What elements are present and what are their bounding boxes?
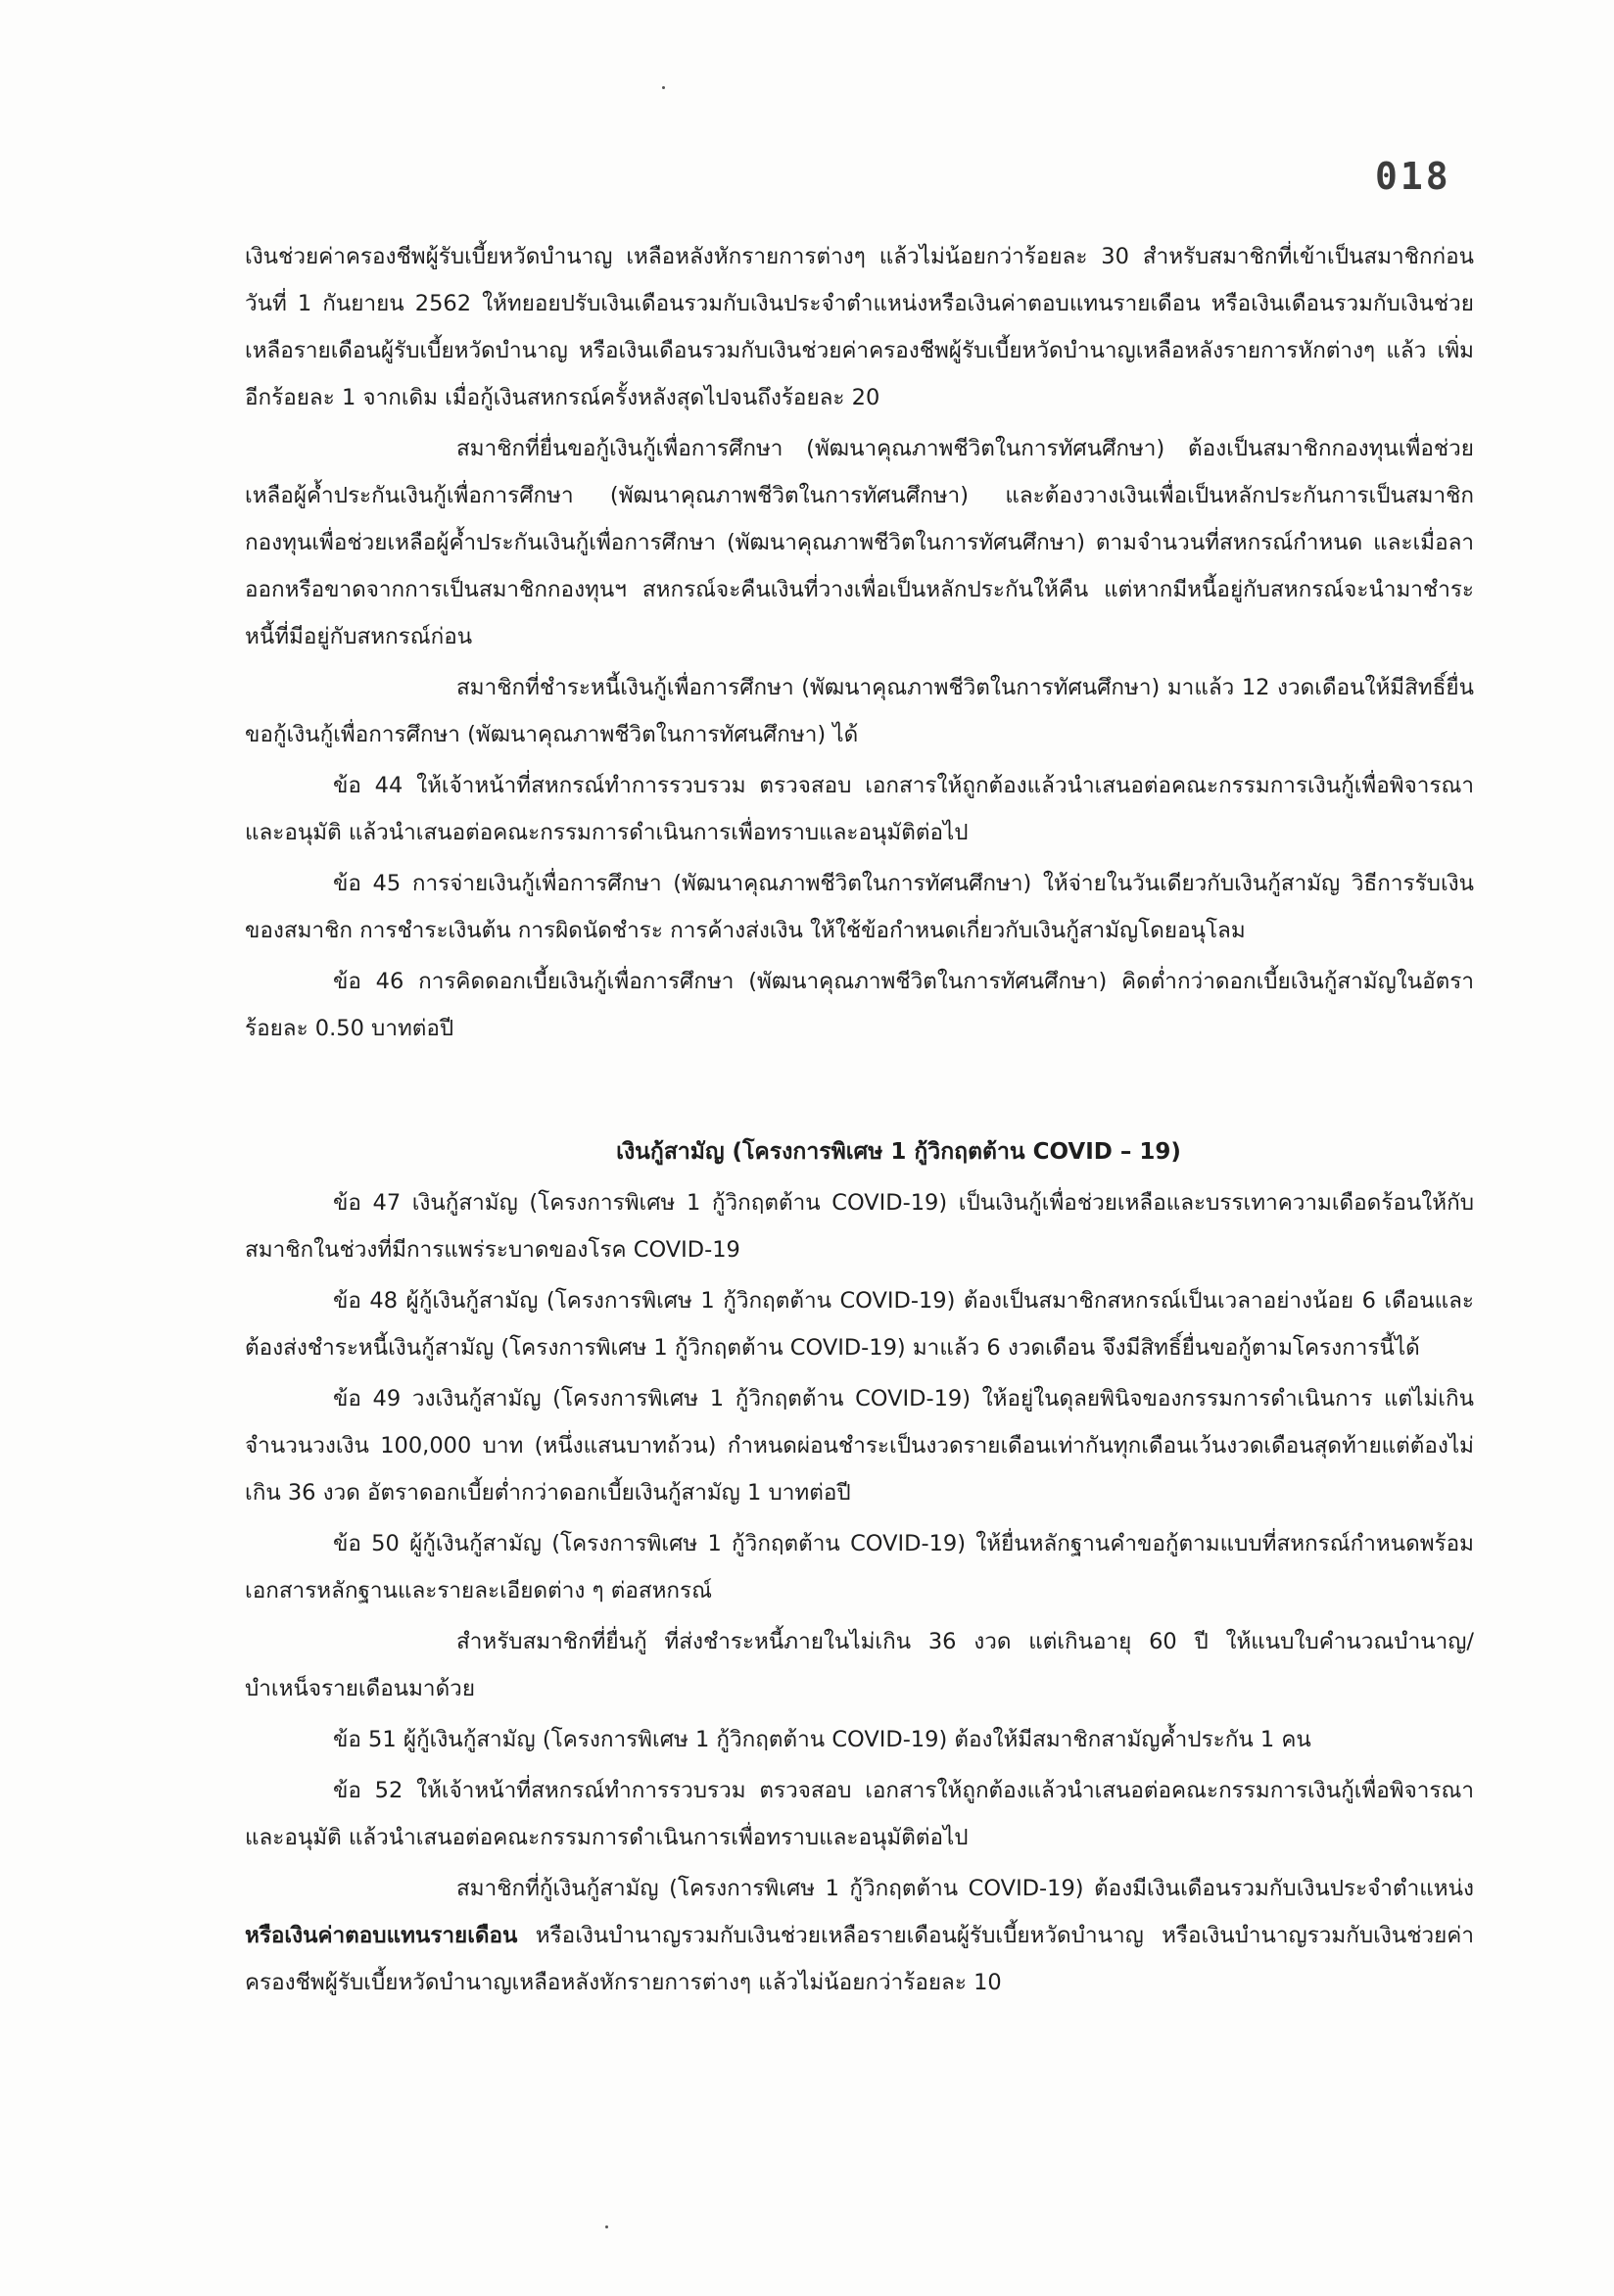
paragraph-living-allowance: เงินช่วยค่าครองชีพผู้รับเบี้ยหวัดบำนาญ เหลือหลังหักรายการต่างๆ แล้วไม่น้อยกว่าร้อยละ 30 สำหรับสมาชิกที่เข้าเป็นสมาชิกก่อนวันที่ 1 กันยายน 2562 ให้ทยอยปรับเงินเดือนรวมกับเงินประจำตำแหน่งหรือเงินค่าตอบแทนรายเดือน หรือเงินเดือนรวมกับเงินช่วยเหลือรายเดือนผู้รับเบี้ยหวัดบำนาญ หรือเงินเดือนรวมกับเงินช่วยค่าครองชีพผู้รับเบี้ยหวัดบำนาญเหลือหลังรายการหักต่างๆ แล้ว เพิ่มอีกร้อยละ 1 จากเดิม เมื่อกู้เงินสหกรณ์ครั้งหลังสุดไปจนถึงร้อยละ 20 — [245, 244, 1474, 410]
paragraph-age-60-note: สำหรับสมาชิกที่ยื่นกู้ ที่ส่งชำระหนี้ภายในไม่เกิน 36 งวด แต่เกินอายุ 60 ปี ให้แนบใบคำนวณบำนาญ/บำเหน็จรายเดือนมาด้วย — [245, 1629, 1474, 1701]
clause-46: ข้อ 46 การคิดดอกเบี้ยเงินกู้เพื่อการศึกษา (พัฒนาคุณภาพชีวิตในการทัศนศึกษา) คิดต่ำกว่าดอกเบี้ยเงินกู้สามัญในอัตราร้อยละ 0.50 บาทต่อปี — [245, 969, 1474, 1041]
clause-48: ข้อ 48 ผู้กู้เงินกู้สามัญ (โครงการพิเศษ 1 กู้วิกฤตต้าน COVID-19) ต้องเป็นสมาชิกสหกรณ์เป็นเวลาอย่างน้อย 6 เดือนและต้องส่งชำระหนี้เงินกู้สามัญ (โครงการพิเศษ 1 กู้วิกฤตต้าน COVID-19) มาแล้ว 6 งวดเดือน จึงมีสิทธิ์ยื่นขอกู้ตามโครงการนี้ได้ — [245, 1288, 1474, 1361]
clause-50: ข้อ 50 ผู้กู้เงินกู้สามัญ (โครงการพิเศษ 1 กู้วิกฤตต้าน COVID-19) ให้ยื่นหลักฐานคำขอกู้ตามแบบที่สหกรณ์กำหนดพร้อมเอกสารหลักฐานและรายละเอียดต่าง ๆ ต่อสหกรณ์ — [245, 1531, 1474, 1603]
page-number: 018 — [1375, 155, 1451, 198]
clause-44: ข้อ 44 ให้เจ้าหน้าที่สหกรณ์ทำการรวบรวม ตรวจสอบ เอกสารให้ถูกต้องแล้วนำเสนอต่อคณะกรรมการเงินกู้เพื่อพิจารณาและอนุมัติ แล้วนำเสนอต่อคณะกรรมการดำเนินการเพื่อทราบและอนุมัติต่อไป — [245, 773, 1474, 845]
scan-speck — [662, 86, 665, 89]
document-body — [245, 233, 1474, 2010]
clause-51: ข้อ 51 ผู้กู้เงินกู้สามัญ (โครงการพิเศษ 1 กู้วิกฤตต้าน COVID-19) ต้องให้มีสมาชิกสามัญค้ำประกัน 1 คน — [333, 1727, 1311, 1752]
paragraph-covid-salary-requirement — [245, 1865, 1474, 2006]
section-heading-covid-loan: เงินกู้สามัญ (โครงการพิเศษ 1 กู้วิกฤตต้าน COVID – 19) — [616, 1139, 1181, 1165]
final-text-bold: หรือเงินค่าตอบแทนรายเดือน — [245, 1923, 518, 1948]
final-text-before: สมาชิกที่กู้เงินกู้สามัญ (โครงการพิเศษ 1 กู้วิกฤตต้าน COVID-19) ต้องมีเงินเดือนรวมกับเงินประจำตำแหน่ง — [456, 1876, 1474, 1901]
paragraph-education-repaid-12: สมาชิกที่ชำระหนี้เงินกู้เพื่อการศึกษา (พัฒนาคุณภาพชีวิตในการทัศนศึกษา) มาแล้ว 12 งวดเดือนให้มีสิทธิ์ยื่นขอกู้เงินกู้เพื่อการศึกษา (พัฒนาคุณภาพชีวิตในการทัศนศึกษา) ได้ — [245, 675, 1474, 747]
paragraph-education-fund-member: สมาชิกที่ยื่นขอกู้เงินกู้เพื่อการศึกษา (พัฒนาคุณภาพชีวิตในการทัศนศึกษา) ต้องเป็นสมาชิกกองทุนเพื่อช่วยเหลือผู้ค้ำประกันเงินกู้เพื่อการศึกษา (พัฒนาคุณภาพชีวิตในการทัศนศึกษา) และต้องวางเงินเพื่อเป็นหลักประกันการเป็นสมาชิกกองทุนเพื่อช่วยเหลือผู้ค้ำประกันเงินกู้เพื่อการศึกษา (พัฒนาคุณภาพชีวิตในการทัศนศึกษา) ตามจำนวนที่สหกรณ์กำหนด และเมื่อลาออกหรือขาดจากการเป็นสมาชิกกองทุนฯ สหกรณ์จะคืนเงินที่วางเพื่อเป็นหลักประกันให้คืน แต่หากมีหนี้อยู่กับสหกรณ์จะนำมาชำระหนี้ที่มีอยู่กับสหกรณ์ก่อน — [245, 436, 1474, 649]
clause-49: ข้อ 49 วงเงินกู้สามัญ (โครงการพิเศษ 1 กู้วิกฤตต้าน COVID-19) ให้อยู่ในดุลยพินิจของกรรมการดำเนินการ แต่ไม่เกินจำนวนวงเงิน 100,000 บาท (หนึ่งแสนบาทถ้วน) กำหนดผ่อนชำระเป็นงวดรายเดือนเท่ากันทุกเดือนเว้นงวดเดือนสุดท้ายแต่ต้องไม่เกิน 36 งวด อัตราดอกเบี้ยต่ำกว่าดอกเบี้ยเงินกู้สามัญ 1 บาทต่อปี — [245, 1386, 1474, 1506]
clause-52: ข้อ 52 ให้เจ้าหน้าที่สหกรณ์ทำการรวบรวม ตรวจสอบ เอกสารให้ถูกต้องแล้วนำเสนอต่อคณะกรรมการเงินกู้เพื่อพิจารณาและอนุมัติ แล้วนำเสนอต่อคณะกรรมการดำเนินการเพื่อทราบและอนุมัติต่อไป — [245, 1778, 1474, 1850]
clause-47: ข้อ 47 เงินกู้สามัญ (โครงการพิเศษ 1 กู้วิกฤตต้าน COVID-19) เป็นเงินกู้เพื่อช่วยเหลือและบรรเทาความเดือดร้อนให้กับสมาชิกในช่วงที่มีการแพร่ระบาดของโรค COVID-19 — [245, 1190, 1474, 1263]
scan-speck — [605, 2225, 608, 2228]
clause-45: ข้อ 45 การจ่ายเงินกู้เพื่อการศึกษา (พัฒนาคุณภาพชีวิตในการทัศนศึกษา) ให้จ่ายในวันเดียวกับเงินกู้สามัญ วิธีการรับเงินของสมาชิก การชำระเงินต้น การผิดนัดชำระ การค้างส่งเงิน ให้ใช้ข้อกำหนดเกี่ยวกับเงินกู้สามัญโดยอนุโลม — [245, 871, 1474, 943]
final-text-after: หรือเงินบำนาญรวมกับเงินช่วยเหลือรายเดือนผู้รับเบี้ยหวัดบำนาญ หรือเงินบำนาญรวมกับเงินช่วยค่าครองชีพผู้รับเบี้ยหวัดบำนาญเหลือหลังหักรายการต่างๆ แล้วไม่น้อยกว่าร้อยละ 10 — [245, 1923, 1474, 1995]
